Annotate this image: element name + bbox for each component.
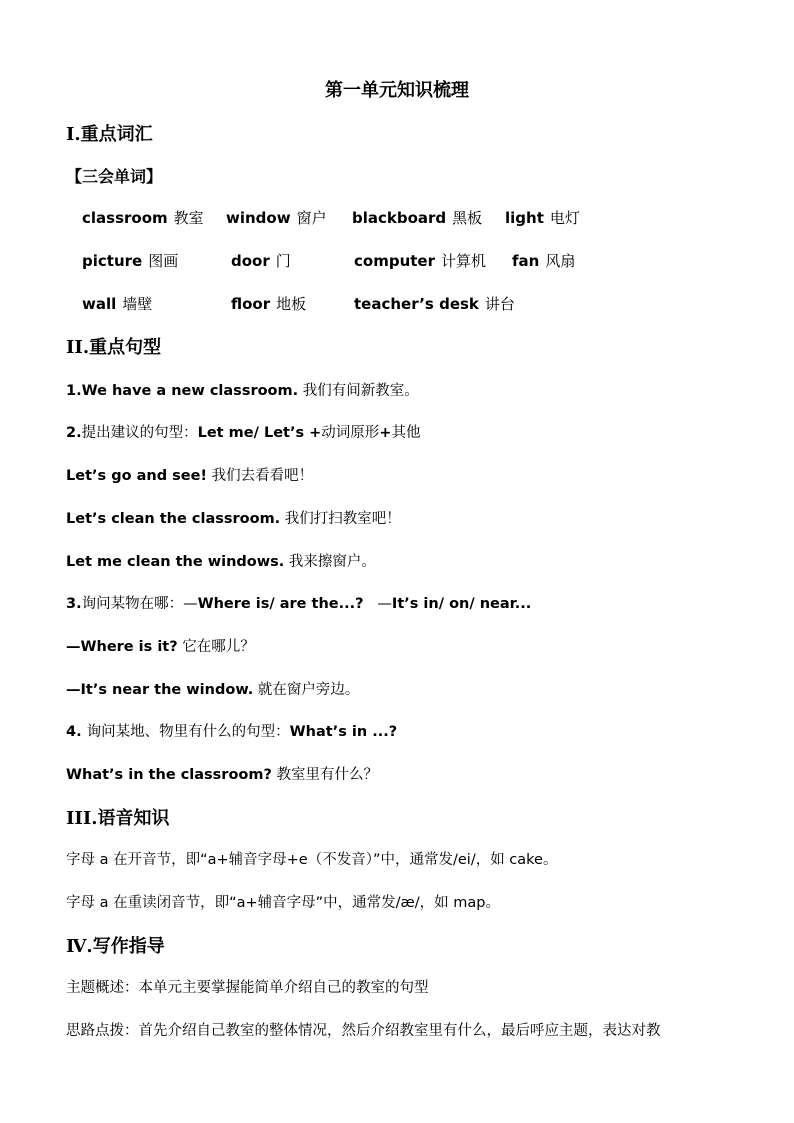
sentence-line: 1.We have a new classroom. 我们有间新教室。 — [66, 383, 419, 399]
sentence-line: —Where is it? 它在哪儿？ — [66, 639, 255, 655]
section-heading-sentence-patterns: II.重点句型 — [66, 337, 162, 358]
vocab-row-1 — [0, 207, 794, 231]
section-heading-vocabulary: I.重点词汇 — [66, 124, 153, 145]
sentence-line: Let’s go and see! 我们去看看吧！ — [66, 468, 314, 484]
vocab-item: teacher’s desk 讲台 — [354, 295, 515, 313]
vocab-item: door 门 — [231, 252, 291, 270]
vocab-row-3 — [0, 293, 794, 317]
sentence-line: 2.提出建议的句型：Let me/ Let’s +动词原形+其他 — [66, 425, 421, 441]
sentence-line: —It’s near the window. 就在窗户旁边。 — [66, 682, 360, 698]
sentence-line: What’s in the classroom? 教室里有什么？ — [66, 767, 379, 783]
page-title: 第一单元知识梳理 — [325, 80, 469, 101]
vocab-row-2 — [0, 250, 794, 274]
vocab-item: computer 计算机 — [354, 252, 486, 270]
vocab-item: window 窗户 — [226, 209, 327, 227]
sentence-line: 3.询问某物在哪：—Where is/ are the...? —It’s in/ on/ near... — [66, 596, 532, 612]
vocab-item: fan 风扇 — [512, 252, 576, 270]
vocab-item: floor 地板 — [231, 295, 307, 313]
writing-guide-line: 主题概述：本单元主要掌握能简单介绍自己的教室的句型 — [66, 980, 429, 996]
sentence-line: Let me clean the windows. 我来擦窗户。 — [66, 554, 376, 570]
sentence-line: 4. 询问某地、物里有什么的句型：What’s in ...? — [66, 724, 398, 740]
section-heading-writing-guide: Ⅳ.写作指导 — [66, 936, 165, 957]
subheading-three-skill-words: 【三会单词】 — [66, 167, 163, 186]
phonics-line: 字母 a 在开音节，即“a+辅音字母+e（不发音）”中，通常发/ei/，如 cake。 — [66, 852, 558, 868]
writing-guide-line: 思路点拨：首先介绍自己教室的整体情况，然后介绍教室里有什么，最后呼应主题，表达对教 — [66, 1023, 661, 1039]
vocab-item: wall 墙壁 — [82, 295, 153, 313]
sentence-line: Let’s clean the classroom. 我们打扫教室吧！ — [66, 511, 401, 527]
vocab-item: light 电灯 — [505, 209, 580, 227]
vocab-item: blackboard 黑板 — [352, 209, 483, 227]
vocab-item: picture 图画 — [82, 252, 179, 270]
phonics-line: 字母 a 在重读闭音节，即“a+辅音字母”中，通常发/æ/，如 map。 — [66, 895, 500, 911]
section-heading-phonics: III.语音知识 — [66, 808, 170, 829]
vocab-item: classroom 教室 — [82, 209, 204, 227]
